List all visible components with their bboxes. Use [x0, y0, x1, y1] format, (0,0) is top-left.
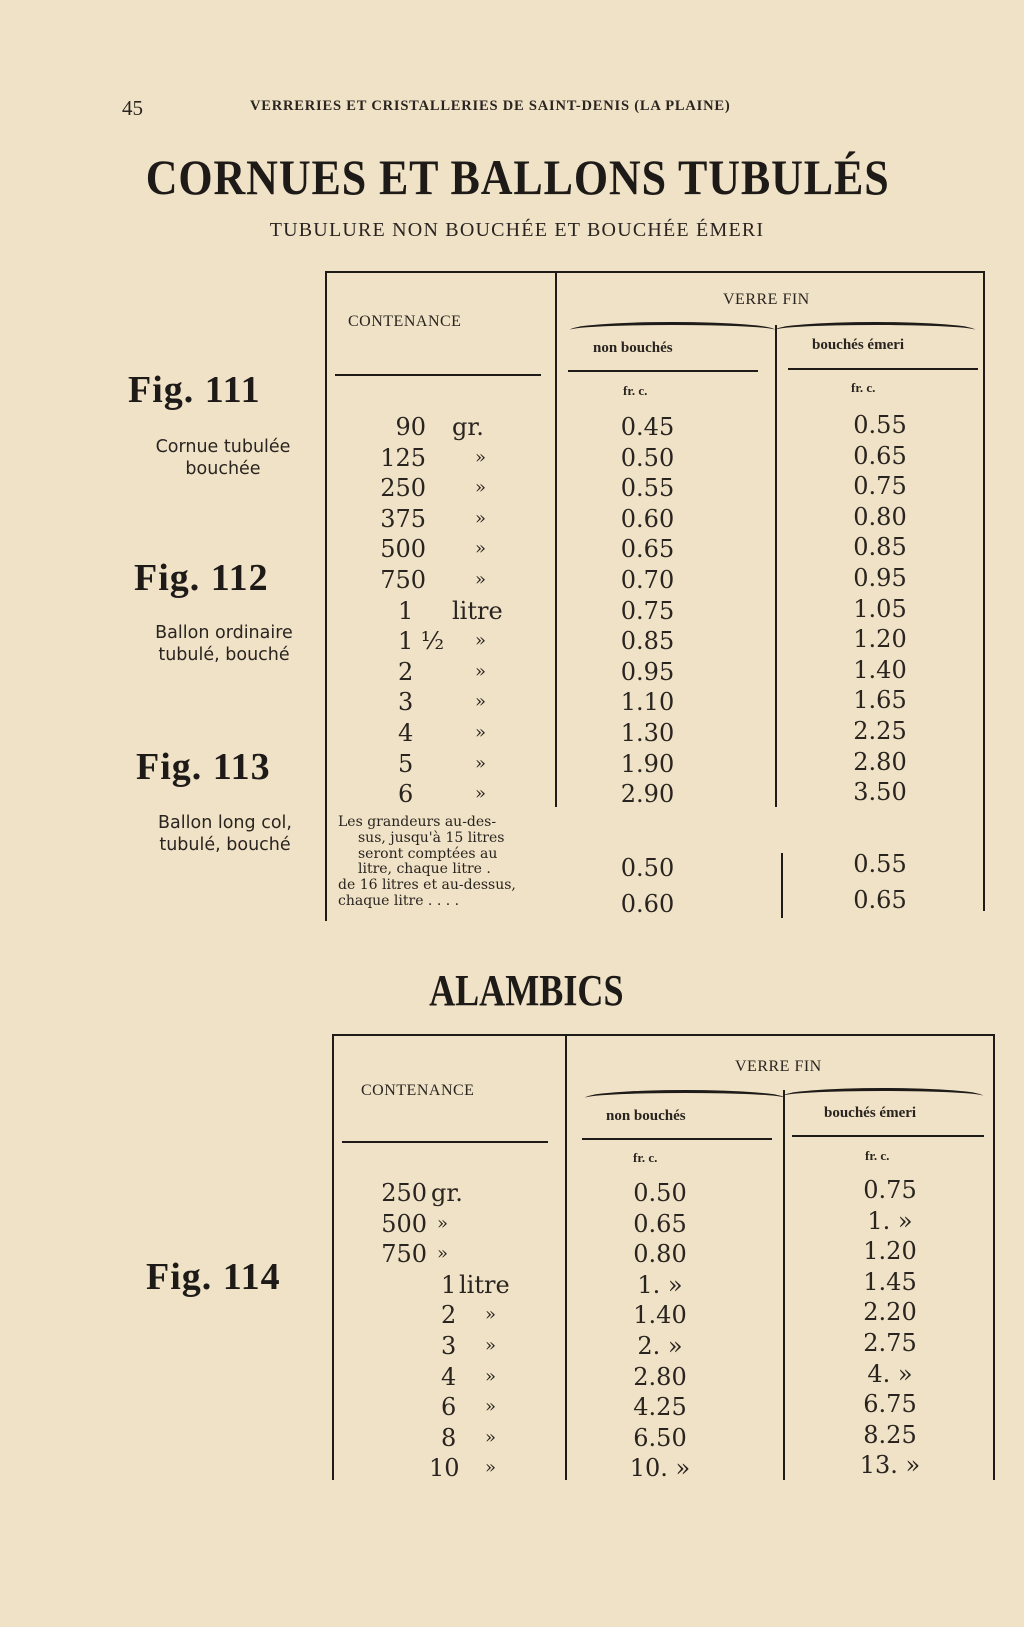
- price-cell: 3.50: [853, 778, 907, 807]
- brace: [570, 322, 775, 331]
- price-cell: 0.65: [853, 441, 907, 470]
- table-row: 1 litre: [441, 1270, 510, 1299]
- price-cell: 1.65: [853, 686, 907, 715]
- table-row: 1 ½ »: [398, 627, 487, 656]
- brace: [775, 322, 975, 331]
- price-cell: 0.65: [853, 886, 907, 914]
- table-row: 375 »: [380, 504, 487, 533]
- header-rule: [335, 374, 541, 376]
- table-row: 90 gr.: [395, 413, 484, 441]
- column-header-capacity: CONTENANCE: [361, 1082, 475, 1099]
- table-row: 750 »: [381, 1240, 449, 1269]
- price-cell: 1.20: [853, 625, 907, 654]
- brace: [585, 1090, 785, 1099]
- table-row: 3 »: [441, 1331, 497, 1360]
- unit-label: fr. c.: [851, 380, 876, 395]
- table-row: 500 »: [381, 1209, 449, 1238]
- header-rule: [582, 1138, 772, 1140]
- price-cell: 0.85: [620, 627, 675, 656]
- table-row: 125 »: [380, 443, 487, 472]
- price-cell: 0.95: [853, 563, 907, 592]
- price-cell: 8.25: [863, 1420, 917, 1449]
- price-cell: 1.30: [620, 718, 675, 747]
- price-cell: 1. »: [867, 1206, 913, 1235]
- price-cell: 0.55: [620, 474, 675, 503]
- price-cell: 1.05: [853, 594, 907, 623]
- table-row: 1 litre: [398, 596, 503, 625]
- brace: [783, 1088, 983, 1097]
- column-divider: [775, 325, 777, 807]
- price-cell: 1.40: [853, 655, 907, 684]
- figure-caption-112: Ballon ordinaire tubulé, bouché: [155, 623, 293, 665]
- note-prices-bouches-emeri: [795, 849, 965, 916]
- non-bouches-column: [560, 412, 735, 810]
- price-cell: 2.80: [853, 747, 907, 776]
- table-top-border: [325, 271, 985, 273]
- price-cell: 0.60: [620, 504, 675, 533]
- figure-label-111: Fig. 111: [128, 369, 261, 411]
- column-group-header: VERRE FIN: [723, 291, 810, 308]
- section-title-alambics: ALAMBICS: [429, 966, 624, 1015]
- capacity-column: [345, 1178, 555, 1484]
- price-cell: 0.50: [620, 854, 675, 882]
- price-cell: 1.45: [863, 1267, 917, 1296]
- price-cell: 6.75: [863, 1390, 917, 1419]
- table-row: 6 »: [441, 1393, 497, 1422]
- price-cell: 2.80: [633, 1362, 687, 1391]
- price-cell: 2.20: [863, 1298, 917, 1327]
- figure-label-112: Fig. 112: [134, 557, 269, 599]
- page-number: 45: [122, 96, 143, 120]
- price-cell: 0.50: [620, 443, 675, 472]
- table-row: 8 »: [441, 1423, 497, 1452]
- column-header-bouches-emeri: bouchés émeri: [812, 337, 905, 353]
- price-cell: 1.20: [863, 1237, 917, 1266]
- price-cell: 0.65: [620, 535, 675, 564]
- column-divider: [783, 1090, 785, 1480]
- price-cell: 1. »: [637, 1270, 683, 1299]
- price-cell: 2.90: [620, 780, 675, 809]
- price-cell: 0.75: [863, 1176, 917, 1204]
- figure-label-113: Fig. 113: [136, 746, 271, 788]
- table-row: 5 »: [398, 749, 487, 778]
- price-cell: 2.25: [853, 716, 907, 745]
- price-cell: 0.75: [853, 472, 907, 501]
- price-cell: 2. »: [637, 1331, 683, 1360]
- price-cell: 1.90: [620, 749, 675, 778]
- section-subtitle-cornues: TUBULURE NON BOUCHÉE ET BOUCHÉE ÉMERI: [269, 219, 765, 241]
- header-rule: [788, 368, 978, 370]
- price-cell: 1.40: [633, 1301, 687, 1330]
- price-cell: 13. »: [859, 1451, 921, 1480]
- non-bouches-column: [570, 1178, 750, 1484]
- price-cell: 0.80: [853, 502, 907, 531]
- header-rule: [792, 1135, 984, 1137]
- price-cell: 4. »: [867, 1359, 913, 1388]
- table-right-border: [983, 271, 985, 911]
- price-cell: 0.65: [633, 1209, 687, 1238]
- column-divider: [555, 271, 557, 807]
- table-top-border: [332, 1034, 994, 1036]
- column-header-capacity: CONTENANCE: [348, 313, 462, 330]
- table-row: 250 »: [380, 474, 487, 503]
- column-header-bouches-emeri: bouchés émeri: [824, 1105, 917, 1121]
- figure-caption-113: Ballon long col, tubulé, bouché: [158, 813, 292, 855]
- price-cell: 2.75: [863, 1328, 917, 1357]
- unit-label: fr. c.: [865, 1148, 890, 1163]
- bouches-emeri-column: [800, 1175, 980, 1481]
- table-row: 4 »: [441, 1362, 497, 1391]
- header-rule: [568, 370, 758, 372]
- table-row: 4 »: [398, 718, 487, 747]
- column-header-non-bouches: non bouchés: [593, 340, 673, 356]
- bouches-emeri-column: [795, 410, 965, 808]
- table-row: 500 »: [380, 535, 487, 564]
- capacity-column: [340, 412, 550, 810]
- unit-label: fr. c.: [633, 1150, 658, 1165]
- column-divider: [565, 1034, 567, 1480]
- table-row: 10 »: [429, 1454, 497, 1483]
- price-cell: 0.85: [853, 533, 907, 562]
- header-rule: [342, 1141, 548, 1143]
- table-row: 250 gr.: [381, 1179, 463, 1207]
- table-row: 2 »: [441, 1301, 497, 1330]
- price-cell: 0.55: [853, 411, 907, 439]
- table-row: 750 »: [380, 565, 487, 594]
- price-cell: 0.60: [620, 890, 675, 918]
- figure-label-114: Fig. 114: [146, 1256, 281, 1298]
- section-title-cornues: CORNUES ET BALLONS TUBULÉS: [145, 149, 890, 205]
- running-head: VERRERIES ET CRISTALLERIES DE SAINT-DENIS (LA PLAINE): [250, 98, 731, 114]
- table-left-border: [332, 1034, 334, 1480]
- price-cell: 0.55: [853, 850, 907, 878]
- price-cell: 1.10: [620, 688, 675, 717]
- price-cell: 6.50: [633, 1423, 687, 1452]
- price-cell: 0.50: [633, 1179, 687, 1207]
- table-row: 3 »: [398, 688, 487, 717]
- price-cell: 0.95: [620, 657, 675, 686]
- price-cell: 0.70: [620, 565, 675, 594]
- oversize-pricing-note: Les grandeurs au-des- sus, jusqu'à 15 litres seront comptées au litre, chaque litre . de 16 litres et au-dessus, chaque litre . . . .: [338, 814, 516, 909]
- unit-label: fr. c.: [623, 383, 648, 398]
- price-cell: 0.80: [633, 1240, 687, 1269]
- table-left-border: [325, 271, 327, 921]
- price-cell: 0.45: [620, 413, 675, 441]
- price-cell: 0.75: [620, 596, 675, 625]
- table-row: 6 »: [398, 780, 487, 809]
- column-header-non-bouches: non bouchés: [606, 1108, 686, 1124]
- price-cell: 10. »: [629, 1454, 691, 1483]
- price-cell: 4.25: [633, 1393, 687, 1422]
- note-prices-non-bouches: [560, 853, 735, 920]
- column-group-header: VERRE FIN: [735, 1058, 822, 1075]
- column-divider: [781, 853, 783, 918]
- table-row: 2 »: [398, 657, 487, 686]
- table-right-border: [993, 1034, 995, 1480]
- figure-caption-111: Cornue tubulée bouchée: [155, 437, 291, 479]
